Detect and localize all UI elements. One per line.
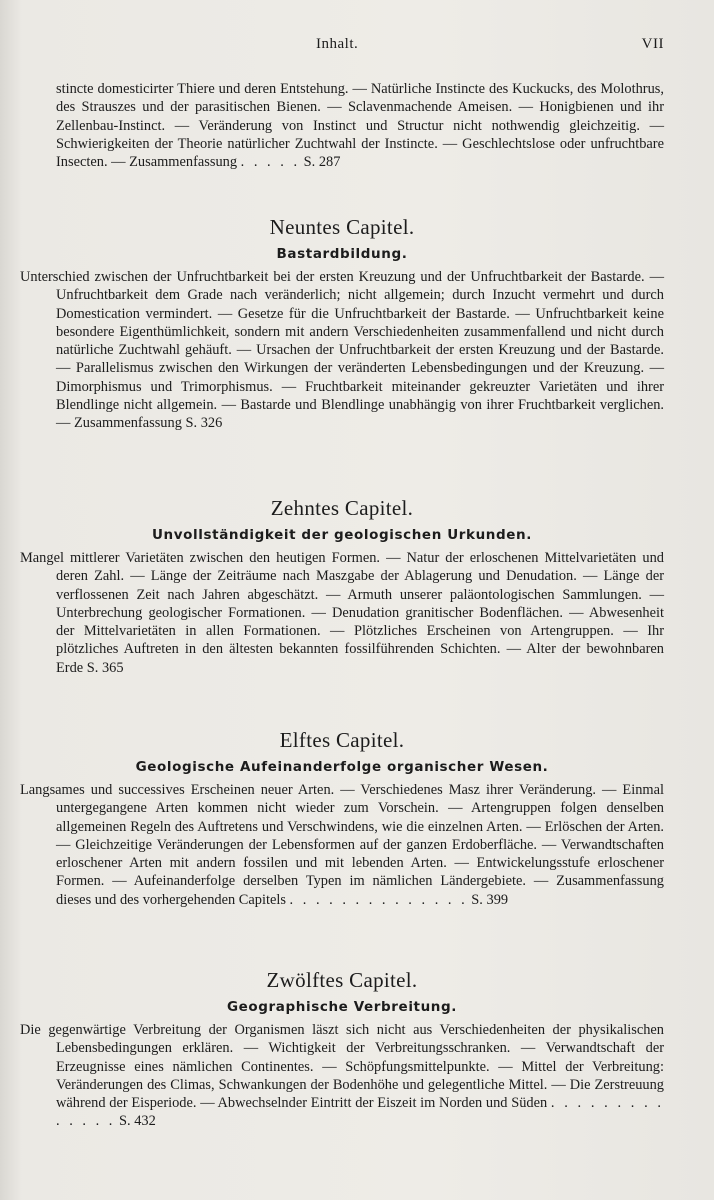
chapter-title: Zwölftes Capitel. [266, 968, 418, 992]
intro-block [20, 80, 664, 171]
chapter-summary-text: Unterschied zwischen der Unfruchtbarkeit bei der ersten Kreuzung und der Unfruchtbarkeit der Bastarde. — Unfruchtbarkeit dem Grade nach veränderlich; nicht allgemein; durch Inzucht vermehrt und durch Domestication vermindert. — Gesetze für die Unfruchtbarkeit der Bastarde. — Unfruchtbarkeit keine besondere Eigenthümlichkeit, sondern mit andern Verschiedenheiten zusammenfallend und nicht durch natürliche Zuchtwahl gehäuft. — Ursachen der Unfruchtbarkeit der ersten Kreuzung und der Bastarde. — Parallelismus zwischen den Wirkungen der veränderten Lebensbedingungen und der Kreuzung. — Dimorphismus und Trimorphismus. — Fruchtbarkeit miteinander gekreuzter Varietäten und ihrer Blendlinge nicht allgemein. — Bastarde und Blendlinge unabhängig von ihrer Fruchtbarkeit verglichen. — Zusammenfassung [20, 269, 664, 432]
chapter-page-ref: S. 365 [86, 659, 124, 676]
intro-page-ref: S. 287 [303, 154, 341, 171]
page-number: VII [641, 36, 664, 52]
chapter-title: Elftes Capitel. [279, 728, 405, 752]
chapter-subtitle: Bastardbildung. [276, 246, 408, 262]
chapter-summary [20, 1021, 664, 1131]
chapter-12 [20, 968, 664, 1131]
chapter-title: Neuntes Capitel. [269, 215, 415, 239]
chapter-summary [20, 549, 664, 677]
intro-paragraph [56, 80, 664, 171]
intro-leaders: . . . . . [240, 154, 301, 171]
chapter-page-ref: S. 432 [119, 1113, 156, 1130]
chapter-title: Zehntes Capitel. [270, 496, 414, 520]
chapter-summary-text: Langsames und successives Erscheinen neuer Arten. — Verschiedenes Masz ihrer Veränderung. — Einmal untergegangene Arten kommen nicht wieder zum Vorschein. — Artengruppen folgen denselben allgemeinen Regeln des Auftretens und Verschwindens, wie die einzelnen Arten. — Erlöschen der Arten. — Gleichzeitige Veränderungen der Lebensformen auf der ganzen Erdoberfläche. — Verwandtschaften erloschener Arten mit andern fossilen und mit lebenden Arten. — Entwickelungsstufe erloschener Formen. — Aufeinanderfolge derselben Typen im nämlichen Ländergebiete. — Zusammenfassung dieses und des vorhergehenden Capitels [20, 782, 664, 908]
chapter-summary [20, 268, 664, 433]
chapter-9 [20, 215, 664, 433]
chapter-summary-text: Mangel mittlerer Varietäten zwischen den heutigen Formen. — Natur der erloschenen Mittelvarietäten und deren Zahl. — Länge der Zeiträume nach Maszgabe der Ablagerung und Denudation. — Länge der verflossenen Zeit nach Jahren abgeschätzt. — Armuth unserer paläontologischen Sammlungen. — Unterbrechung geologischer Formationen. — Denudation granitischer Bodenflächen. — Abwesenheit der Mittelvarietäten in allen Formationen. — Plötzliches Erscheinen von Artengruppen. — Ihr plötzliches Auftreten in den ältesten bekannten fossilführenden Schichten. — Alter der bewohnbaren Erde [20, 550, 664, 676]
chapter-page-ref: S. 399 [471, 891, 509, 908]
chapter-10 [20, 496, 664, 677]
running-head [0, 36, 714, 56]
intro-text: stincte domesticirter Thiere und deren Entstehung. — Natürliche Instincte des Kuckucks, des Molothrus, des Strauszes und der parasitischen Bienen. — Sclavenmachende Ameisen. — Honigbienen und ihr Zellenbau-Instinct. — Veränderung von Instinct und Structur nicht nothwendig gleichzeitig. — Schwierigkeiten der Theorie natürlicher Zuchtwahl der Instincte. — Geschlechtslose oder unfruchtbare Insecten. — Zusammenfassung [56, 81, 664, 171]
running-head-title: Inhalt. [316, 36, 359, 52]
chapter-summary-text: Die gegenwärtige Verbreitung der Organismen läszt sich nicht aus Verschiedenheiten der physikalischen Lebensbedingungen erklären. — Wichtigkeit der Verbreitungsschranken. — Verwandtschaft der Erzeugnisse eines nämlichen Continentes. — Schöpfungsmittelpunkte. — Mittel der Verbreitung: Veränderungen des Climas, Schwankungen der Bodenhöhe und gelegentliche Mittel. — Die Zerstreuung während der Eisperiode. — Abwechselnder Eintritt der Eiszeit im Norden und Süden [20, 1022, 664, 1112]
chapter-subtitle: Unvollständigkeit der geologischen Urkunden. [152, 527, 532, 543]
chapter-subtitle: Geographische Verbreitung. [226, 999, 458, 1015]
chapter-leaders: . . . . . . . . . . . . . . [289, 891, 468, 908]
chapter-page-ref: S. 326 [185, 415, 223, 432]
chapter-leaders: . . . . . . . . . . . . . . [56, 1095, 664, 1130]
chapter-11 [20, 728, 664, 909]
chapter-summary [20, 781, 664, 909]
chapter-subtitle: Geologische Aufeinanderfolge organischer Wesen. [135, 759, 549, 775]
